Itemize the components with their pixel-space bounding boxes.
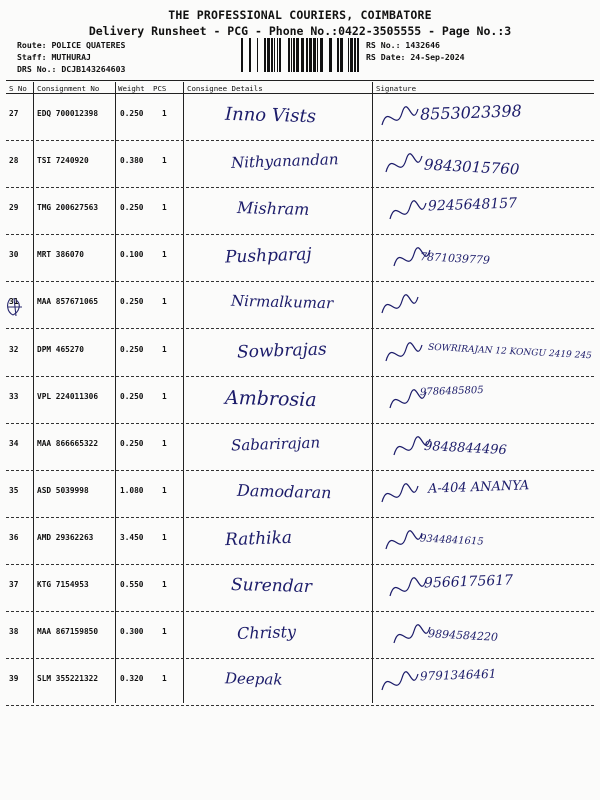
row-separator <box>6 423 594 424</box>
stamp-mark <box>4 296 26 318</box>
row-consignee-handwritten: Sabarirajan <box>230 433 321 455</box>
row-consignment-number: VPL 224011306 <box>37 391 99 401</box>
table-row <box>0 613 600 660</box>
row-weight: 0.250 <box>120 109 144 118</box>
row-signature-note: 9786485805 <box>419 384 484 398</box>
row-pcs: 1 <box>162 580 167 589</box>
row-separator <box>6 328 594 329</box>
row-sno: 36 <box>9 532 19 542</box>
row-weight: 0.380 <box>120 156 144 166</box>
col-header-consignee: Consignee Details <box>187 84 263 93</box>
row-sno: 38 <box>9 627 19 637</box>
row-signature-scribble <box>376 283 592 330</box>
row-separator <box>6 281 594 282</box>
row-consignee-handwritten: Christy <box>236 622 297 644</box>
route-label: Route: POLICE QUATERES <box>17 40 126 50</box>
row-consignment-number: MAA 866665322 <box>37 438 99 448</box>
row-consignee-handwritten: Pushparaj <box>224 244 312 268</box>
row-signature-note: 9848844496 <box>423 438 508 458</box>
row-consignment-number: MAA 867159850 <box>37 627 99 637</box>
row-weight: 1.080 <box>120 485 144 495</box>
row-pcs: 1 <box>162 391 167 401</box>
row-sno: 35 <box>9 485 19 495</box>
row-signature-note: 9843015760 <box>423 155 520 179</box>
drs-number: DRS No.: DCJB143264603 <box>17 64 126 74</box>
row-signature-scribble <box>376 378 592 425</box>
row-weight: 0.250 <box>120 391 144 401</box>
table-row <box>0 425 600 472</box>
report-subtitle: Delivery Runsheet - PCG - Phone No.:0422-3505555 - Page No.:3 <box>88 24 512 38</box>
col-header-signature: Signature <box>376 84 417 93</box>
row-separator <box>6 705 594 706</box>
table-row <box>0 189 600 236</box>
row-weight: 0.250 <box>120 297 144 307</box>
table-row <box>0 95 600 142</box>
row-signature-note: SOWRIRAJAN 12 KONGU 2419 245 <box>427 342 593 361</box>
row-weight: 0.250 <box>120 438 144 448</box>
row-weight: 0.250 <box>120 203 144 213</box>
row-consignment-number: TMG 200627563 <box>37 203 99 213</box>
row-pcs: 1 <box>162 674 167 684</box>
table-row <box>0 566 600 613</box>
row-sno: 37 <box>9 580 19 589</box>
row-separator <box>6 517 594 518</box>
row-separator <box>6 611 594 612</box>
table-row <box>0 472 600 519</box>
row-consignment-number: SLM 355221322 <box>37 674 99 684</box>
table-row <box>0 283 600 330</box>
row-sno: 33 <box>9 391 19 401</box>
row-signature-note: A-404 ANANYA <box>427 478 530 497</box>
row-signature-note: 8553023398 <box>419 101 523 124</box>
row-pcs: 1 <box>162 156 167 166</box>
row-consignee-handwritten: Inno Vists <box>224 103 317 128</box>
col-header-pcs: PCS <box>153 84 167 93</box>
row-signature-note: 7871039779 <box>419 250 491 268</box>
col-header-sno: S No <box>9 84 27 93</box>
row-consignee-handwritten: Rathika <box>224 527 293 551</box>
row-consignee-handwritten: Surendar <box>230 574 313 598</box>
row-separator <box>6 187 594 188</box>
row-consignee-handwritten: Damodaran <box>236 480 332 503</box>
table-row <box>0 331 600 378</box>
row-weight: 0.550 <box>120 580 144 589</box>
row-consignment-number: KTG 7154953 <box>37 580 89 589</box>
row-weight: 3.450 <box>120 532 144 542</box>
row-sno: 31 <box>9 297 19 307</box>
row-separator <box>6 234 594 235</box>
row-weight: 0.250 <box>120 344 144 354</box>
row-sno: 30 <box>9 250 19 260</box>
header-rule <box>6 93 594 94</box>
row-sno: 27 <box>9 109 19 118</box>
rs-date: RS Date: 24-Sep-2024 <box>366 52 465 62</box>
row-separator <box>6 470 594 471</box>
row-separator <box>6 564 594 565</box>
row-pcs: 1 <box>162 627 167 637</box>
row-sno: 34 <box>9 438 19 448</box>
table-top-rule <box>6 80 594 81</box>
row-consignee-handwritten: Nirmalkumar <box>230 292 334 313</box>
row-consignee-handwritten: Mishram <box>236 198 310 220</box>
row-sno: 39 <box>9 674 19 684</box>
row-separator <box>6 140 594 141</box>
row-consignment-number: ASD 5039998 <box>37 485 89 495</box>
row-consignment-number: TSI 7240920 <box>37 156 89 166</box>
row-consignee-handwritten: Ambrosia <box>224 386 317 411</box>
row-separator <box>6 658 594 659</box>
row-sno: 29 <box>9 203 19 213</box>
row-separator <box>6 376 594 377</box>
row-weight: 0.300 <box>120 627 144 637</box>
row-weight: 0.100 <box>120 250 144 260</box>
row-sno: 28 <box>9 156 19 166</box>
row-pcs: 1 <box>162 203 167 213</box>
row-consignee-handwritten: Nithyanandan <box>230 150 339 172</box>
row-sno: 32 <box>9 344 19 354</box>
row-consignment-number: EDQ 700012398 <box>37 109 99 118</box>
row-consignment-number: MRT 386070 <box>37 250 84 260</box>
row-consignment-number: DPM 465270 <box>37 344 84 354</box>
table-row <box>0 236 600 283</box>
table-row <box>0 378 600 425</box>
col-header-consignment: Consignment No <box>37 84 100 93</box>
staff-label: Staff: MUTHURAJ <box>17 52 91 62</box>
row-pcs: 1 <box>162 297 167 307</box>
row-signature-note: 9344841615 <box>419 533 484 548</box>
col-header-weight: Weight <box>118 84 145 93</box>
table-row <box>0 519 600 566</box>
row-signature-scribble <box>376 519 592 566</box>
row-signature-note: 9245648157 <box>427 195 518 215</box>
rs-number: RS No.: 1432646 <box>366 40 440 50</box>
row-signature-note: 9566175617 <box>423 572 514 592</box>
row-pcs: 1 <box>162 344 167 354</box>
row-consignee-handwritten: Deepak <box>224 669 283 689</box>
table-row <box>0 660 600 707</box>
row-pcs: 1 <box>162 438 167 448</box>
row-signature-note: 9791346461 <box>419 666 497 684</box>
row-pcs: 1 <box>162 250 167 260</box>
barcode <box>241 38 359 72</box>
row-weight: 0.320 <box>120 674 144 684</box>
row-consignee-handwritten: Sowbrajas <box>236 338 328 363</box>
row-consignment-number: MAA 857671065 <box>37 297 99 307</box>
row-signature-note: 9894584220 <box>427 627 499 644</box>
row-pcs: 1 <box>162 532 167 542</box>
row-pcs: 1 <box>162 109 167 118</box>
row-consignment-number: AMD 29362263 <box>37 532 94 542</box>
row-pcs: 1 <box>162 485 167 495</box>
table-row <box>0 142 600 189</box>
report-title: THE PROFESSIONAL COURIERS, COIMBATORE <box>168 8 432 22</box>
